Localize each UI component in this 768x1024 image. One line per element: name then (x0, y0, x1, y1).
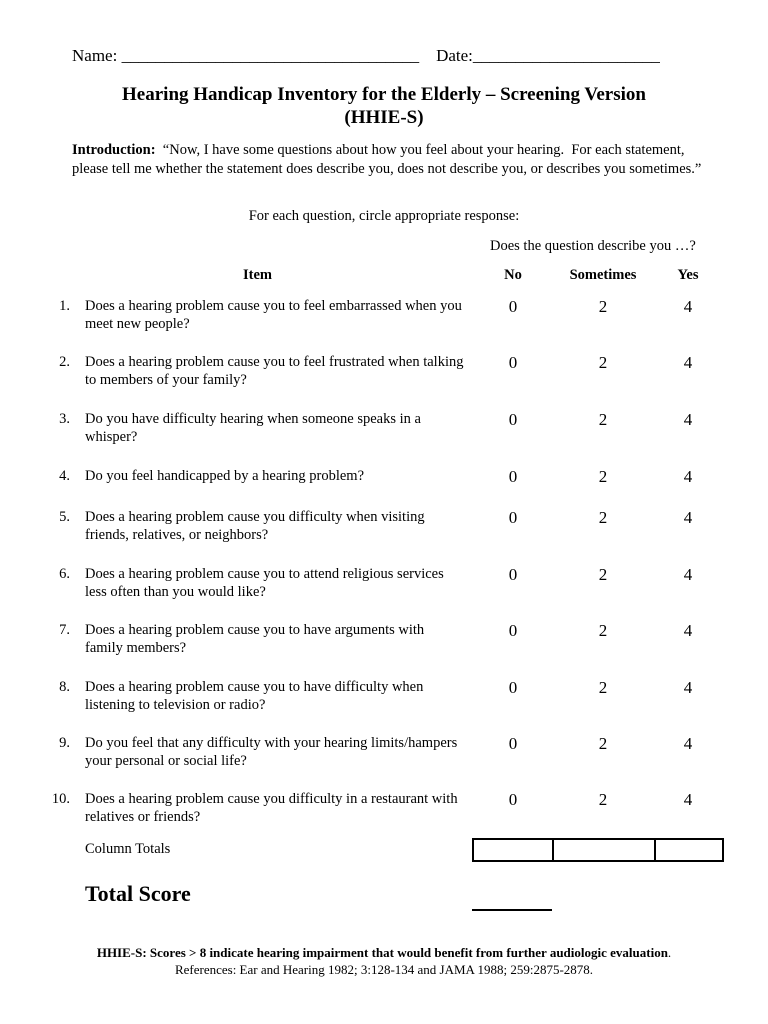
total-box-yes[interactable] (656, 840, 722, 860)
instruction-text: For each question, circle appropriate response: (248, 208, 520, 224)
question-number: 1. (59, 298, 70, 314)
question-number: 9. (59, 735, 70, 751)
page-title (0, 83, 768, 129)
question-text: Does a hearing problem cause you to attend religious services less often than you would like? (85, 566, 444, 600)
question-text: Does a hearing problem cause you difficulty in a restaurant with relatives or friends? (85, 791, 458, 825)
question-number: 7. (59, 622, 70, 638)
title-line-2: (HHIE-S) (344, 107, 424, 128)
question-number: 6. (59, 566, 70, 582)
question-number: 5. (59, 509, 70, 525)
question-text: Do you feel handicapped by a hearing problem? (85, 468, 365, 484)
introduction-label: Introduction: (72, 142, 156, 158)
name-date-line: Name: ___________________________________ Date:______________________ (72, 46, 660, 65)
scoring-note-bold: HHIE-S: Scores > 8 indicate hearing impairment that would benefit from further audiologic evaluation (96, 945, 668, 960)
question-text: Does a hearing problem cause you difficulty when visiting friends, relatives, or neighbors? (85, 509, 425, 543)
question-number: 10. (51, 791, 70, 807)
question-text: Does a hearing problem cause you to have difficulty when listening to television or radio? (85, 679, 424, 713)
column-header-sometimes-label: Sometimes (569, 267, 637, 283)
column-totals-boxes (472, 838, 724, 862)
total-box-no[interactable] (474, 840, 554, 860)
references: References: Ear and Hearing 1982; 3:128-134 and JAMA 1988; 259:2875-2878. (174, 962, 594, 977)
question-header: Does the question describe you …? (490, 238, 696, 254)
total-score-label: Total Score (85, 881, 191, 906)
question-text: Do you feel that any difficulty with your hearing limits/hampers your personal or social life? (85, 735, 458, 769)
total-score-line[interactable] (472, 909, 552, 911)
question-text: Does a hearing problem cause you to feel embarrassed when you meet new people? (85, 298, 462, 332)
column-header-yes-label: Yes (677, 267, 699, 283)
introduction-text: “Now, I have some questions about how you feel about your hearing. For each statement, please tell me whether the statement does describe you, does not describe you, or describes you sometimes.” (72, 142, 702, 177)
title-line-1: Hearing Handicap Inventory for the Elderly – Screening Version (122, 84, 646, 105)
question-number: 4. (59, 468, 70, 484)
question-number: 3. (59, 411, 70, 427)
question-number: 8. (59, 679, 70, 695)
column-totals-label: Column Totals (85, 841, 171, 857)
total-box-sometimes[interactable] (554, 840, 656, 860)
question-text: Does a hearing problem cause you to feel frustrated when talking to members of your family? (85, 354, 464, 388)
scoring-note (0, 945, 768, 961)
introduction (72, 141, 712, 178)
scoring-note-end: . (667, 945, 672, 960)
question-number: 2. (59, 354, 70, 370)
question-text: Does a hearing problem cause you to have arguments with family members? (85, 622, 425, 656)
column-header-item: Item (243, 267, 272, 283)
column-header-no-label: No (504, 267, 522, 283)
question-text: Do you have difficulty hearing when someone speaks in a whisper? (85, 411, 421, 445)
